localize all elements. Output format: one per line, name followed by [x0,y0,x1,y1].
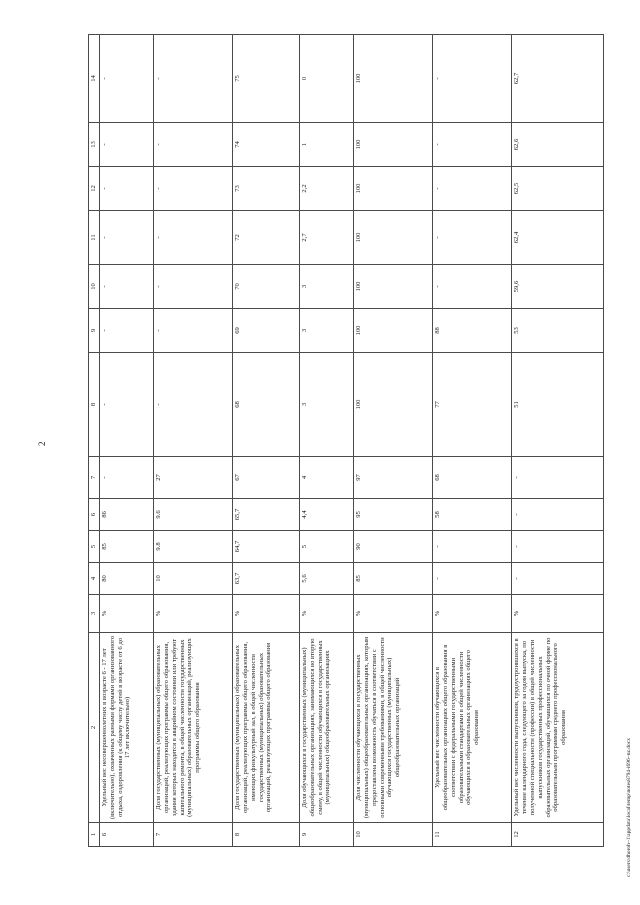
value-cell: - [100,457,154,499]
value-cell: 3 [300,265,354,309]
table-row [100,35,154,847]
value-cell: - [154,309,233,353]
unit-cell: % [433,595,512,633]
value-cell: - [433,563,512,595]
value-cell: - [154,167,233,211]
value-cell: 80 [100,563,154,595]
header-cell: 7 [89,457,100,499]
value-cell: 4 [300,457,354,499]
value-cell: - [433,211,512,265]
value-cell: - [433,531,512,563]
value-cell: 70 [233,265,300,309]
value-cell: 100 [354,211,433,265]
page-number: 2 [37,441,47,446]
header-cell: 12 [89,167,100,211]
header-cell: 5 [89,531,100,563]
table-row [300,35,354,847]
value-cell: 68 [433,457,512,499]
value-cell: 4,4 [300,499,354,531]
value-cell: 88 [433,309,512,353]
value-cell: 100 [354,309,433,353]
row-number-cell: 7 [154,823,233,847]
value-cell: - [512,531,604,563]
value-cell: 27 [154,457,233,499]
unit-cell: % [233,595,300,633]
value-cell: 73 [233,167,300,211]
value-cell: 75 [233,35,300,123]
value-cell: - [433,265,512,309]
value-cell: - [154,123,233,167]
value-cell: 77 [433,353,512,457]
row-number-cell: 10 [354,823,433,847]
value-cell: 90 [354,531,433,563]
header-cell: 9 [89,309,100,353]
value-cell: - [154,211,233,265]
value-cell: 97 [354,457,433,499]
header-cell: 8 [89,353,100,457]
unit-cell: % [154,595,233,633]
value-cell: 10 [154,563,233,595]
value-cell: - [512,563,604,595]
header-cell: 13 [89,123,100,167]
value-cell: 5 [300,531,354,563]
value-cell: 72 [233,211,300,265]
table-row [512,35,604,847]
value-cell: 62,7 [512,35,604,123]
unit-cell: % [100,595,154,633]
value-cell: - [512,457,604,499]
header-cell: 14 [89,35,100,123]
header-cell: 1 [89,823,100,847]
row-number-cell: 9 [300,823,354,847]
value-cell: 64,7 [233,531,300,563]
value-cell: - [154,353,233,457]
unit-cell: % [300,595,354,633]
value-cell: 74 [233,123,300,167]
value-cell: 62,6 [512,123,604,167]
row-number-cell: 8 [233,823,300,847]
value-cell: 53 [512,309,604,353]
table-row [433,35,512,847]
value-cell: - [100,309,154,353]
value-cell: 100 [354,167,433,211]
unit-cell: % [354,595,433,633]
footer-file-path: c:\users\dhoroh~1\appdata\local\temp\notes8794-i696~nz.docx [626,738,632,877]
value-cell: 59,6 [512,265,604,309]
value-cell: - [154,35,233,123]
indicator-name-cell: Доля государственных (муниципальных) образовательных организаций, реализующих программы общего образования, имеющих физкультурный зал, в общей численности государственных (муниципальных) образовательных организаций, реализующих программы общего образования [233,633,300,823]
table-row [354,35,433,847]
value-cell: 86 [100,499,154,531]
value-cell: 9.6 [154,499,233,531]
value-cell: 0 [300,35,354,123]
header-cell: 6 [89,499,100,531]
table-row [154,35,233,847]
value-cell: 3 [300,353,354,457]
row-number-cell: 11 [433,823,512,847]
value-cell: - [100,211,154,265]
indicator-name-cell: Удельный вес численности обучающихся в общеобразовательных организациях общего образования в соответствии с федеральными государственными образовательными стандартами в общей численности обучающихся в образовательных организациях общего образования [433,633,512,823]
value-cell: - [100,353,154,457]
indicator-name-cell: Доля государственных (муниципальных) образовательных организаций, реализующих программы общего образования, здания которых находятся в аварийном состоянии или требуют капитального ремонта, в общей численности государственных (муниципальных) образовательных организаций, реализующих программы общего образования [154,633,233,823]
indicator-name-cell: Удельный вес численности выпускников, трудоустроившихся в течение календарного года, следующего за годом выпуска, по полученной специальности (профессии) в общей численности выпускников государственных профессиональных образовательных организаций, обучавшихся по очной форме по образовательным программам среднего профессионального образования [512,633,604,823]
value-cell: 95 [354,499,433,531]
value-cell: 85 [354,563,433,595]
value-cell: 62,5 [512,167,604,211]
value-cell: - [100,167,154,211]
value-cell: 3 [300,309,354,353]
value-cell: 51 [512,353,604,457]
value-cell: 2,2 [300,167,354,211]
value-cell: 5,6 [300,563,354,595]
value-cell: 100 [354,265,433,309]
value-cell: - [100,123,154,167]
value-cell: 85 [100,531,154,563]
rotated-table-container [88,35,604,847]
value-cell: 69 [233,309,300,353]
table-row [233,35,300,847]
indicator-name-cell: Удельный вес несовершеннолетних в возрасте 6 - 17 лет (включительно), охваченных разными формами организованного отдыха, оздоровления (к общему числу детей в возрасте от 6 до 17 лет включительно) [100,633,154,823]
header-cell: 2 [89,633,100,823]
indicator-name-cell: Доля обучающихся в государственных (муниципальных) общеобразовательных организациях, занимающихся во вторую смену, в общей численности обучающихся в государственных (муниципальных) общеобразовательных организациях [300,633,354,823]
value-cell: - [100,35,154,123]
header-cell: 4 [89,563,100,595]
value-cell: 100 [354,353,433,457]
row-number-cell: 6 [100,823,154,847]
value-cell: 65,7 [233,499,300,531]
value-cell: 9.8 [154,531,233,563]
unit-cell: % [512,595,604,633]
value-cell: 67 [233,457,300,499]
value-cell: 62,4 [512,211,604,265]
value-cell: - [512,499,604,531]
value-cell: 63,7 [233,563,300,595]
value-cell: - [433,167,512,211]
value-cell: 100 [354,123,433,167]
value-cell: - [154,265,233,309]
header-cell: 3 [89,595,100,633]
indicators-table [88,34,604,847]
indicator-name-cell: Доля численности обучающихся в государственных (муниципальных) общеобразовательных организациях, которым предоставлена возможность обучаться в соответствии с основными современными требованиями, в общей численности обучающихся государственных (муниципальных) общеобразовательных организаций [354,633,433,823]
value-cell: 100 [354,35,433,123]
value-cell: 58 [433,499,512,531]
value-cell: 2,7 [300,211,354,265]
row-number-cell: 12 [512,823,604,847]
value-cell: - [433,35,512,123]
value-cell: 1 [300,123,354,167]
value-cell: - [100,265,154,309]
header-cell: 10 [89,265,100,309]
header-cell: 11 [89,211,100,265]
header-row [89,35,100,847]
value-cell: 68 [233,353,300,457]
value-cell: - [433,123,512,167]
